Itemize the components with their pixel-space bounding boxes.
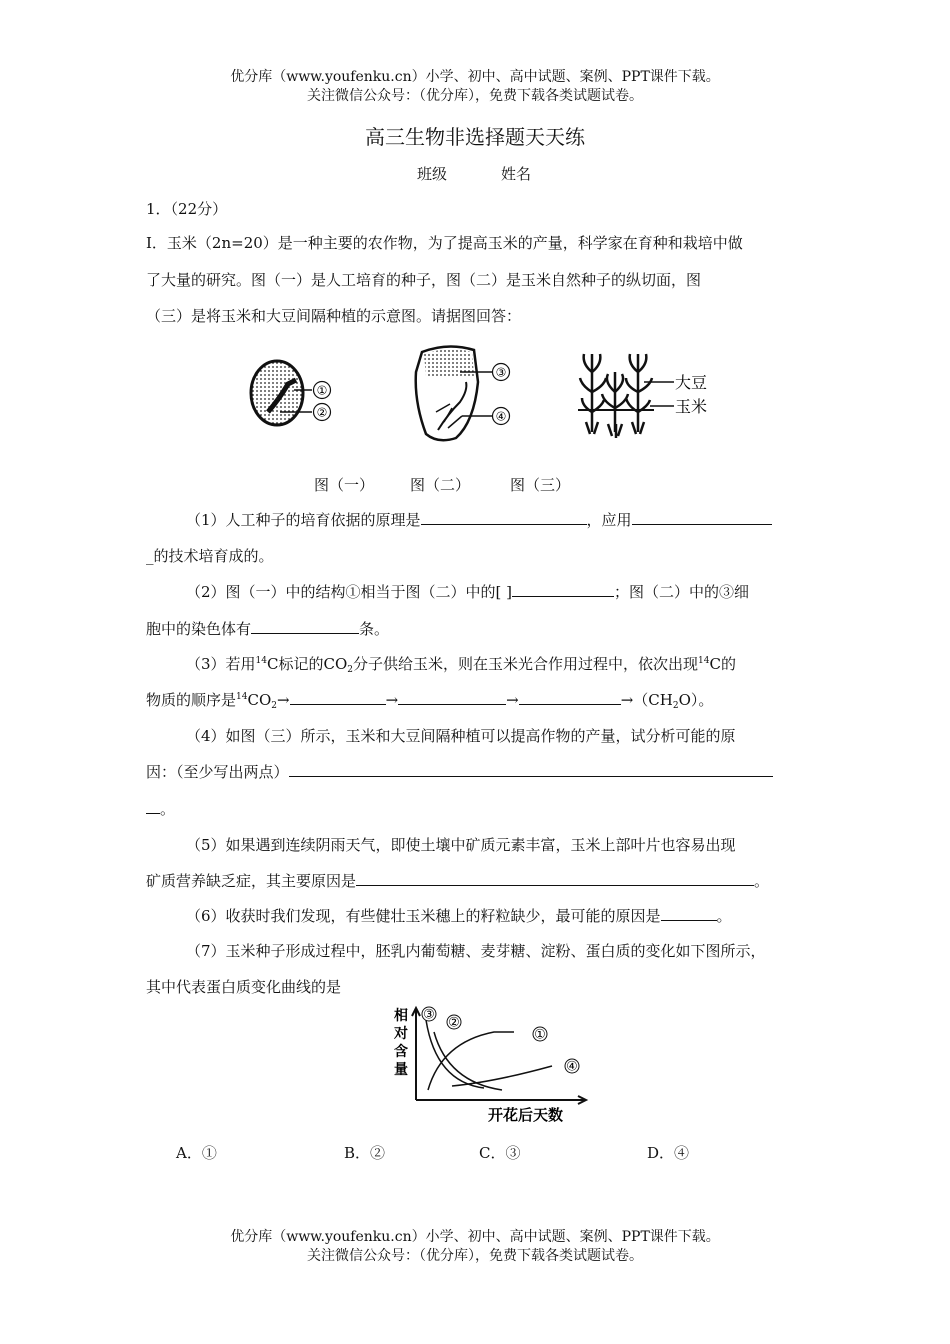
q4-answer-blank-2[interactable] [146, 799, 160, 814]
q3-text-a2: C标记的CO [267, 655, 348, 673]
q1-answer-blank-1[interactable] [421, 510, 587, 525]
class-label: 班级 [417, 165, 448, 183]
q3-text-b: 物质的顺序是 [146, 691, 237, 709]
q6-line [186, 906, 732, 926]
q1-text-a: （1）人工种子的培育依据的原理是 [186, 511, 421, 529]
figure-intercropping [578, 342, 728, 447]
q7-text-a: （7）玉米种子形成过程中，胚乳内葡萄糖、麦芽糖、淀粉、蛋白质的变化如下图所示， [186, 942, 766, 960]
q3-sub-2: 2 [271, 701, 277, 711]
q1-text-b: ，应用 [586, 511, 632, 529]
q4-line-3 [146, 799, 175, 819]
option-d[interactable]: D．④ [647, 1144, 690, 1162]
figure2-mark-3: ③ [495, 365, 507, 380]
header-line-1: 优分库（www.youfenku.cn）小学、初中、高中试题、案例、PPT课件下载。 [230, 69, 720, 85]
q1-text-c: _的技术培育成的。 [146, 547, 274, 565]
q4-line-2 [146, 762, 773, 782]
q2-answer-blank-1[interactable] [512, 582, 614, 597]
figure1-caption: 图（一） [314, 476, 375, 494]
q5-text-b: 矿质营养缺乏症，其主要原因是 [146, 872, 357, 890]
q3-arrow-4: → [620, 691, 634, 709]
question-number: 1．（22分） [146, 200, 228, 218]
graph-ylabel-2: 对 [394, 1026, 408, 1042]
q2-text-a: （2）图（一）中的结构①相当于图（二）中的[ ] [186, 583, 513, 601]
q2-line-2 [146, 619, 389, 639]
intro-line-2: 了大量的研究。图（一）是人工培育的种子，图（二）是玉米自然种子的纵切面，图 [146, 271, 702, 289]
q3-sup-2: 14 [698, 656, 710, 666]
figure1-mark-1: ① [316, 383, 328, 398]
corn-label: 玉米 [675, 397, 708, 416]
q3-arrow-1: → [276, 691, 290, 709]
intro-line-3: （三）是将玉米和大豆间隔种植的示意图。请据图回答： [146, 307, 522, 325]
q4-text-b: 因：（至少写出两点） [146, 763, 289, 781]
q6-answer-blank[interactable] [661, 906, 717, 921]
name-label: 姓名 [501, 165, 532, 183]
graph-curve-label-2: ② [448, 1015, 460, 1031]
q2-text-c: 胞中的染色体有 [146, 620, 252, 638]
figure2-mark-4: ④ [495, 409, 507, 424]
q3-line-2 [146, 690, 713, 710]
q3-arrow-3: → [506, 691, 519, 709]
q3-sup-3: 14 [236, 692, 248, 702]
q3-text-a4: C的 [709, 655, 736, 673]
figure2-caption: 图（二） [410, 476, 471, 494]
q1-answer-blank-2[interactable] [632, 510, 772, 525]
q4-text-c: 。 [160, 800, 176, 818]
option-a[interactable]: A．① [176, 1144, 217, 1162]
q2-text-d: 条。 [359, 620, 390, 638]
q3-text-end: （CH [633, 691, 673, 709]
q3-text-end2: O）。 [678, 691, 714, 709]
q1-line [186, 510, 772, 530]
q7-text-b: 其中代表蛋白质变化曲线的是 [146, 978, 342, 996]
graph-xlabel: 开花后天数 [488, 1106, 564, 1124]
page-title: 高三生物非选择题天天练 [365, 125, 585, 149]
q5-answer-blank[interactable] [356, 871, 754, 886]
footer-line-1: 优分库（www.youfenku.cn）小学、初中、高中试题、案例、PPT课件下载。 [230, 1229, 720, 1245]
footer-line-2: 关注微信公众号：（优分库），免费下载各类试题试卷。 [307, 1248, 643, 1264]
graph-ylabel-4: 量 [394, 1062, 408, 1078]
graph-ylabel-3: 含 [394, 1044, 408, 1060]
q3-answer-blank-1[interactable] [290, 690, 386, 705]
q5-text-c: 。 [754, 872, 770, 890]
header-line-2: 关注微信公众号：（优分库），免费下载各类试题试卷。 [307, 88, 643, 104]
q3-sup-1: 14 [255, 656, 267, 666]
q3-sub-3: 2 [672, 701, 679, 711]
q3-arrow-2: → [385, 691, 399, 709]
q2-text-b: ；图（二）中的③细 [614, 583, 750, 601]
graph-curve-label-3: ③ [423, 1007, 435, 1023]
content-change-graph [384, 1002, 604, 1122]
q4-answer-blank-1[interactable] [289, 762, 773, 777]
q3-sub-1: 2 [347, 665, 353, 675]
q6-text-a: （6）收获时我们发现，有些健壮玉米穗上的籽粒缺少，最可能的原因是 [186, 907, 661, 925]
option-b[interactable]: B．② [344, 1144, 386, 1162]
graph-curve-label-4: ④ [566, 1059, 578, 1075]
q3-line [186, 654, 736, 674]
q2-line [186, 582, 749, 602]
figure-corn-seed [408, 342, 518, 447]
q3-text-a3: 分子供给玉米，则在玉米光合作用过程中，依次出现 [353, 655, 699, 673]
q3-answer-blank-2[interactable] [398, 690, 506, 705]
q5-text-a: （5）如果遇到连续阴雨天气，即使土壤中矿质元素丰富，玉米上部叶片也容易出现 [186, 836, 736, 854]
q3-answer-blank-3[interactable] [519, 690, 621, 705]
figure-artificial-seed [240, 350, 350, 440]
soybean-label: 大豆 [675, 373, 708, 392]
q2-answer-blank-2[interactable] [251, 619, 359, 634]
intro-line-1: I．玉米（2n=20）是一种主要的农作物，为了提高玉米的产量，科学家在育种和栽培中做 [146, 234, 743, 252]
q3-text-a: （3）若用 [186, 655, 256, 673]
q4-text-a: （4）如图（三）所示，玉米和大豆间隔种植可以提高作物的产量，试分析可能的原 [186, 727, 736, 745]
figure1-mark-2: ② [316, 405, 328, 420]
graph-ylabel-1: 相 [394, 1008, 408, 1024]
graph-curve-label-1: ① [534, 1027, 546, 1043]
q6-text-b: 。 [716, 907, 732, 925]
q5-line-2 [146, 871, 769, 891]
figure3-caption: 图（三） [510, 476, 571, 494]
q3-text-b2: CO [247, 691, 272, 709]
option-c[interactable]: C．③ [479, 1144, 521, 1162]
